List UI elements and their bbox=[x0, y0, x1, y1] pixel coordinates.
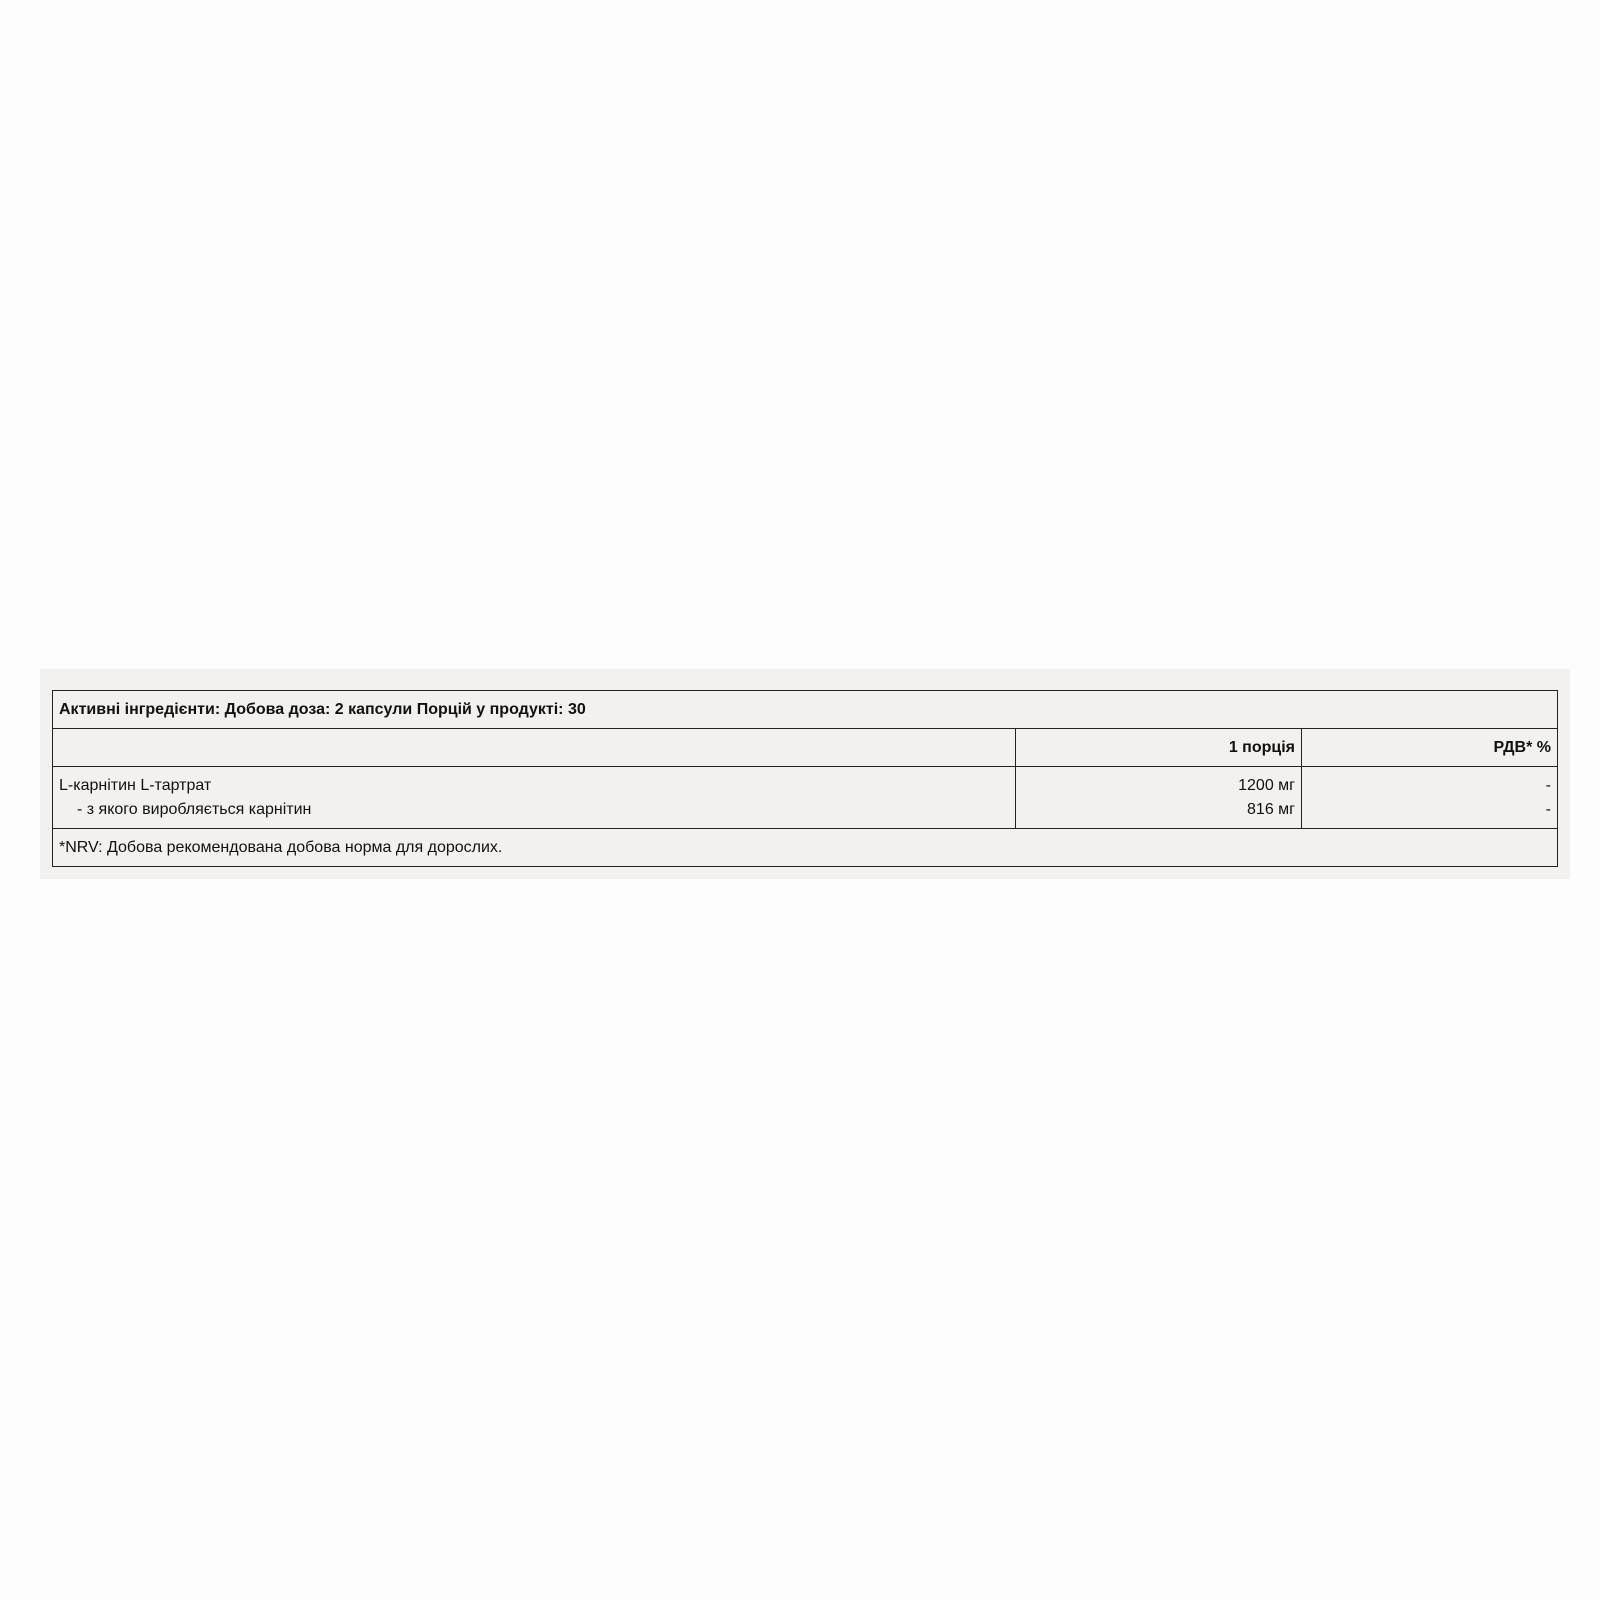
header-rdv: РДВ* % bbox=[1302, 729, 1558, 767]
ingredient-name-cell bbox=[53, 767, 1016, 829]
ingredient-sub-portion: 816 мг bbox=[1247, 800, 1295, 818]
ingredient-sub-name: - з якого виробляється карнітин bbox=[77, 800, 312, 818]
ingredient-rdv-cell bbox=[1302, 767, 1558, 829]
supplement-facts-panel bbox=[40, 669, 1570, 879]
ingredient-portion-cell bbox=[1016, 767, 1302, 829]
ingredient-sub-rdv: - bbox=[1545, 800, 1551, 818]
ingredient-name: L-карнітин L-тартрат bbox=[59, 776, 212, 794]
header-name bbox=[53, 729, 1016, 767]
header-portion: 1 порція bbox=[1016, 729, 1302, 767]
ingredient-portion: 1200 мг bbox=[1238, 776, 1295, 794]
table-header-row bbox=[53, 729, 1558, 767]
table-title: Активні інгредієнти: Добова доза: 2 капсули Порцій у продукті: 30 bbox=[53, 691, 1558, 729]
ingredient-rdv: - bbox=[1545, 776, 1551, 794]
supplement-facts-table bbox=[52, 690, 1558, 867]
table-title-row bbox=[53, 691, 1558, 729]
table-footnote: *NRV: Добова рекомендована добова норма для дорослих. bbox=[53, 829, 1558, 867]
table-row bbox=[53, 767, 1558, 829]
table-footnote-row bbox=[53, 829, 1558, 867]
